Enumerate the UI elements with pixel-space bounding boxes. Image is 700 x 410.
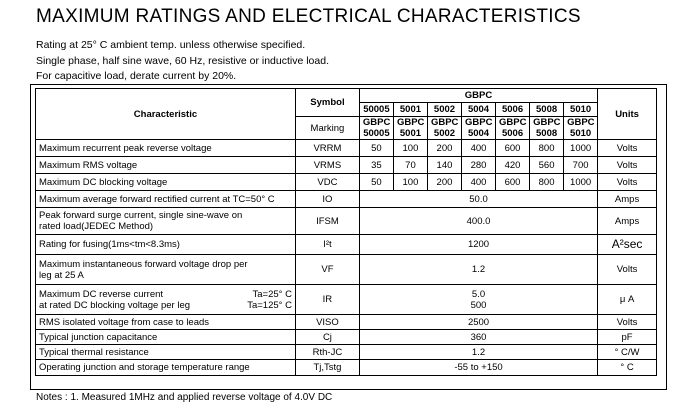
row-symbol: VISO	[295, 315, 359, 330]
marking-code: 5010	[570, 128, 592, 139]
rating-note: Rating at 25° C ambient temp. unless otherwise specified.	[36, 39, 306, 51]
label-line: Peak forward surge current, single sine-wave on	[39, 210, 243, 221]
header-marking: Marking	[295, 117, 359, 140]
part-marking	[530, 117, 564, 140]
marking-prefix: GBPC	[362, 117, 391, 128]
row-symbol: VF	[295, 255, 359, 285]
row-value: 360	[359, 330, 597, 345]
ratings-table	[35, 88, 657, 376]
row-value: 50	[359, 174, 393, 191]
label-line: rated load(JEDEC Method)	[39, 221, 154, 232]
marking-code: 5004	[467, 128, 490, 139]
marking-code: 5002	[433, 128, 456, 139]
label-line-row	[39, 300, 292, 311]
row-label: Typical junction capacitance	[36, 330, 296, 345]
part-number: 5004	[462, 103, 496, 117]
table-row	[36, 208, 657, 235]
row-label: RMS isolated voltage from case to leads	[36, 315, 296, 330]
row-symbol: Cj	[295, 330, 359, 345]
label-line: leg at 25 A	[39, 269, 84, 281]
part-number: 5001	[393, 103, 427, 117]
row-value: 1.2	[359, 255, 597, 285]
label-line: Maximum DC reverse current	[39, 288, 164, 300]
marking-prefix: GBPC	[396, 117, 425, 128]
row-symbol: IFSM	[295, 208, 359, 235]
value-line: 5.0	[471, 288, 486, 300]
row-symbol: IO	[295, 191, 359, 208]
table-row	[36, 330, 657, 345]
row-value: 280	[462, 157, 496, 174]
marking-prefix: GBPC	[465, 117, 493, 128]
row-value	[359, 285, 597, 315]
table-row	[36, 315, 657, 330]
condition: Ta=25° C	[252, 288, 292, 300]
row-unit: Amps	[598, 191, 657, 208]
row-label: Maximum RMS voltage	[36, 157, 296, 174]
part-number: 5002	[427, 103, 461, 117]
row-label: Maximum DC blocking voltage	[36, 174, 296, 191]
row-value: 70	[393, 157, 427, 174]
row-symbol: VRMS	[295, 157, 359, 174]
row-label	[36, 208, 296, 235]
row-unit: ° C/W	[598, 345, 657, 360]
header-characteristic: Characteristic	[36, 89, 296, 140]
marking-code: 5006	[501, 128, 524, 139]
part-marking	[359, 117, 393, 140]
row-symbol: I²t	[295, 235, 359, 255]
row-symbol: IR	[295, 285, 359, 315]
part-marking	[564, 117, 598, 140]
row-label: Maximum recurrent peak reverse voltage	[36, 140, 296, 157]
row-value: 140	[427, 157, 461, 174]
table-row	[36, 235, 657, 255]
part-marking	[393, 117, 427, 140]
row-value: 600	[496, 140, 530, 157]
row-value: 50	[359, 140, 393, 157]
label-line-row	[39, 289, 292, 300]
row-value: 200	[427, 174, 461, 191]
row-value: 400	[462, 140, 496, 157]
table-row	[36, 255, 657, 285]
row-value: 1.2	[359, 345, 597, 360]
row-unit: Amps	[598, 208, 657, 235]
row-symbol: Rth-JC	[295, 345, 359, 360]
table-row	[36, 174, 657, 191]
row-value: -55 to +150	[359, 360, 597, 376]
row-value: 400.0	[359, 208, 597, 235]
table-row	[36, 285, 657, 315]
marking-prefix: GBPC	[499, 117, 527, 128]
row-value: 1000	[564, 174, 598, 191]
row-unit: Volts	[598, 157, 657, 174]
row-value: 800	[530, 174, 564, 191]
row-value: 100	[393, 174, 427, 191]
page-title: MAXIMUM RATINGS AND ELECTRICAL CHARACTERISTICS	[36, 6, 581, 27]
row-value: 400	[462, 174, 496, 191]
row-value: 35	[359, 157, 393, 174]
row-value: 800	[530, 140, 564, 157]
table-row	[36, 191, 657, 208]
row-label	[36, 285, 296, 315]
table-row	[36, 140, 657, 157]
rating-note: For capacitive load, derate current by 20%.	[36, 70, 237, 82]
marking-prefix: GBPC	[533, 117, 561, 128]
marking-code: 50005	[363, 128, 390, 139]
row-symbol: Tj,Tstg	[295, 360, 359, 376]
part-marking	[496, 117, 530, 140]
row-label: Operating junction and storage temperature range	[36, 360, 296, 376]
table-row	[36, 345, 657, 360]
part-number: 5010	[564, 103, 598, 117]
header-symbol: Symbol	[295, 89, 359, 117]
header-part-group: GBPC	[359, 89, 597, 103]
row-label: Rating for fusing(1ms<tm<8.3ms)	[36, 235, 296, 255]
rating-notes	[36, 38, 329, 85]
row-value: 50.0	[359, 191, 597, 208]
part-number: 5006	[496, 103, 530, 117]
row-label: Maximum average forward rectified current at TC=50° C	[36, 191, 296, 208]
part-number: 50005	[359, 103, 393, 117]
rating-note: Single phase, half sine wave, 60 Hz, resistive or inductive load.	[36, 54, 329, 67]
row-unit: ° C	[598, 360, 657, 376]
row-value: 200	[427, 140, 461, 157]
part-marking	[427, 117, 461, 140]
row-value: 560	[530, 157, 564, 174]
row-unit: pF	[598, 330, 657, 345]
row-value: 420	[496, 157, 530, 174]
row-unit: A²sec	[598, 235, 657, 255]
row-value: 700	[564, 157, 598, 174]
marking-prefix: GBPC	[567, 117, 595, 128]
part-marking	[462, 117, 496, 140]
row-label	[36, 255, 296, 285]
marking-code: 5008	[536, 128, 558, 139]
row-unit: Volts	[598, 140, 657, 157]
row-value: 2500	[359, 315, 597, 330]
label-line: Maximum instantaneous forward voltage drop per	[39, 258, 248, 270]
row-label: Typical thermal resistance	[36, 345, 296, 360]
row-value: 1000	[564, 140, 598, 157]
table-row	[36, 360, 657, 376]
value-line: 500	[470, 299, 487, 311]
row-unit: μ A	[598, 285, 657, 315]
part-number: 5008	[530, 103, 564, 117]
table-row	[36, 157, 657, 174]
footnote: Notes : 1. Measured 1MHz and applied reverse voltage of 4.0V DC	[36, 392, 333, 403]
row-unit: Volts	[598, 174, 657, 191]
row-unit: Volts	[598, 255, 657, 285]
row-symbol: VDC	[295, 174, 359, 191]
condition: Ta=125° C	[247, 299, 292, 311]
row-symbol: VRRM	[295, 140, 359, 157]
row-value: 100	[393, 140, 427, 157]
row-value: 1200	[359, 235, 597, 255]
row-value: 600	[496, 174, 530, 191]
marking-code: 5001	[399, 128, 422, 139]
row-unit: Volts	[598, 315, 657, 330]
header-units: Units	[598, 89, 657, 140]
label-line: at rated DC blocking voltage per leg	[39, 299, 191, 311]
marking-prefix: GBPC	[430, 117, 459, 128]
